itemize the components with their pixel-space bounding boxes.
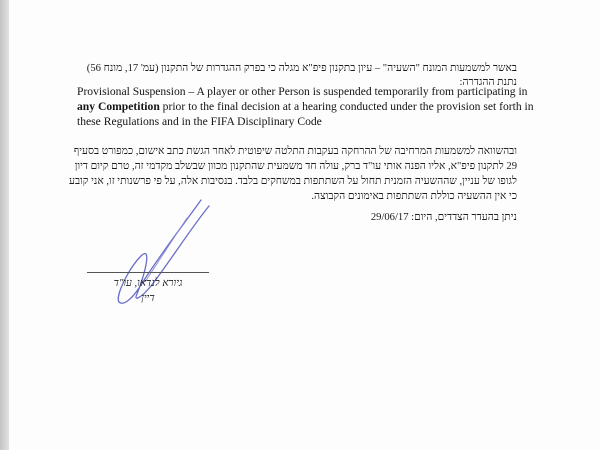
definition-quote xyxy=(77,84,537,129)
quote-text-end: prior to the final decision at a hearing conducted under the provision set forth in these Regulations and in the FIFA Disciplinary Code xyxy=(77,100,534,128)
signer-name: גיורא לנדאו, עו"ד xyxy=(113,278,183,289)
handwritten-signature xyxy=(101,198,221,308)
signature-line xyxy=(87,272,209,273)
quote-text-start: Provisional Suspension – A player or other Person is suspended temporarily from participating in xyxy=(77,85,528,98)
ruling-paragraph: ובהשוואה למשמעות המרחיבה של ההרחקה בעקבות התלטה שיפוטית לאחר הגשת כתב אישום, כמפורט בסעיף 29 לתקנון פיפ"א, אליו הפנה אותי עו"ד ברק, עולה חד משמעית שהתקנון מכוון שבשלב מקדמי זה, טרם קיום דיון לגופו של עניין, שההשעיה הזמנית תחול על השתתפות במשחקים בלבד. בנסיבות אלה, על פי פרשנותי זו, אני קובע כי אין ההשעיה כוללת השתתפות באימונים הקבוצה. xyxy=(68,146,517,202)
definition-intro-paragraph: באשר למשמעות המונח "השעיה" – עיון בתקנון פיפ"א מגלה כי בפרק ההגדרות של התקנון (עמ' 17, מונח 56) נתנת ההגדרה: xyxy=(86,63,517,88)
quote-text-bold: any Competition xyxy=(77,100,160,113)
document-page xyxy=(9,0,600,450)
scan-edge xyxy=(0,0,9,450)
signer-title: דיין xyxy=(141,293,155,304)
given-date-line: ניתן בהעדר הצדדים, היום: 29/06/17 xyxy=(370,212,517,223)
